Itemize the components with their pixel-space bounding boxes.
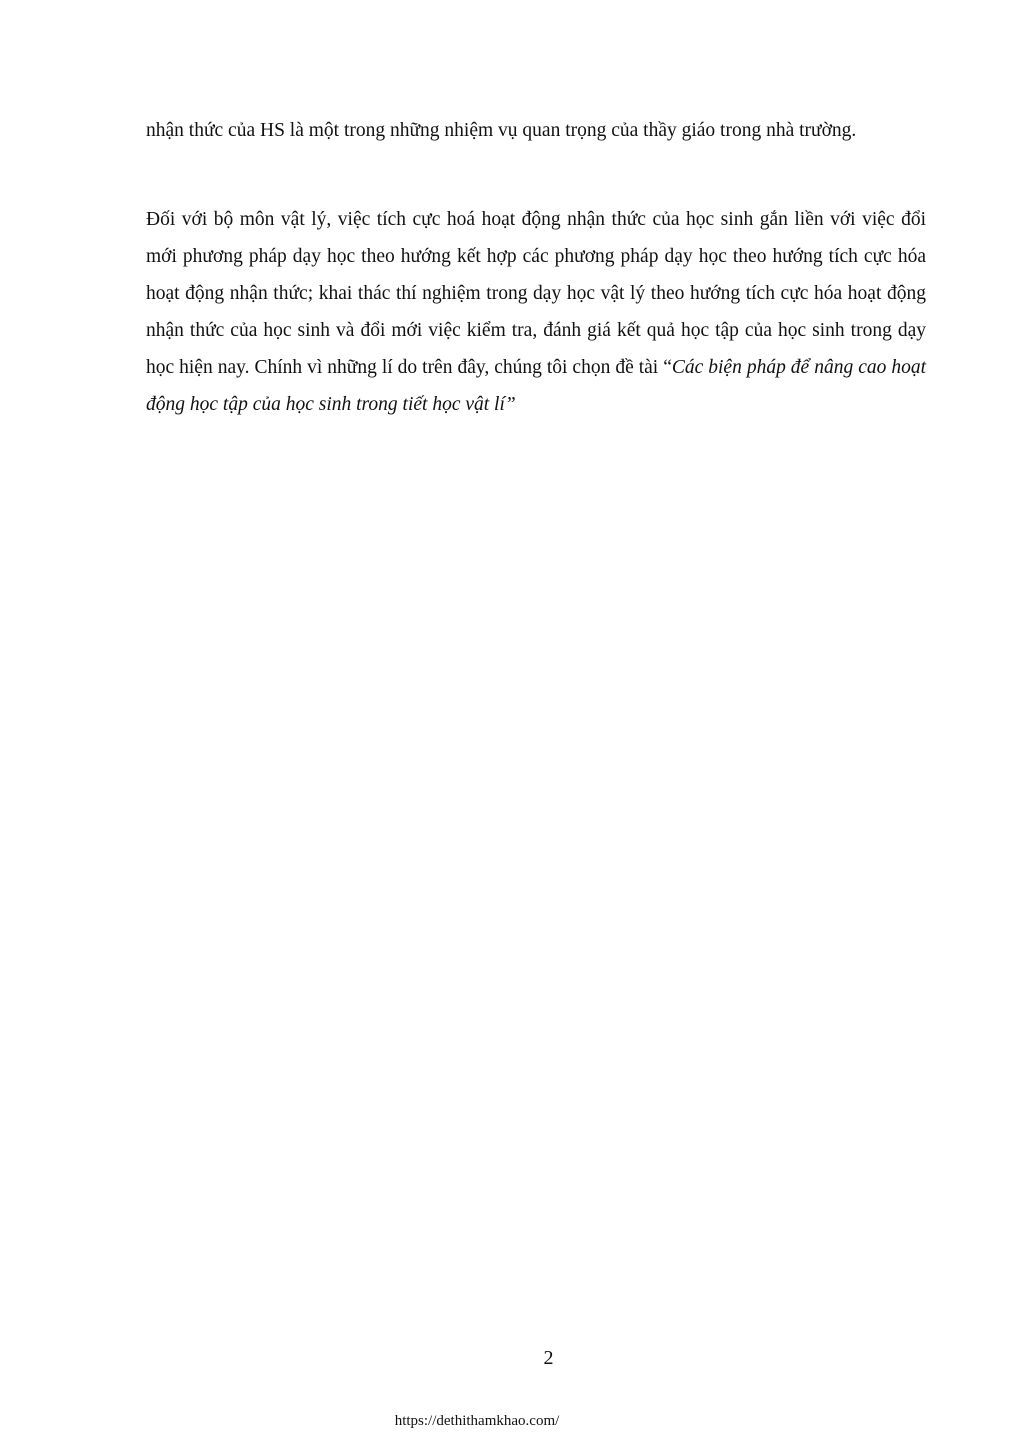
paragraph-2 (146, 201, 926, 423)
topic-title: Các biện pháp để nâng cao hoạt động học tập của học sinh trong tiết học vật lí” (146, 357, 927, 415)
paragraph-1 (146, 112, 926, 149)
paragraph-1-text: nhận thức của HS là một trong những nhiệm vụ quan trọng của thầy giáo trong nhà trường. (146, 120, 857, 141)
paragraph-2-text: Đối với bộ môn vật lý, việc tích cực hoá hoạt động nhận thức của học sinh gắn liền với việc đổi mới phương pháp dạy học theo hướng kết hợp các phương pháp dạy học theo hướng tích cực hóa hoạt động nhận thức; khai thác thí nghiệm trong dạy học vật lý theo hướng tích cực hóa hoạt động nhận thức của học sinh và đổi mới việc kiểm tra, đánh giá kết quả học tập của học sinh trong dạy học hiện nay. Chính vì những lí do trên đây, chúng tôi chọn đề tài “ (146, 209, 926, 378)
page-number: 2 (543, 1347, 554, 1369)
footer-url: https://dethithamkhao.com/ (394, 1413, 560, 1429)
